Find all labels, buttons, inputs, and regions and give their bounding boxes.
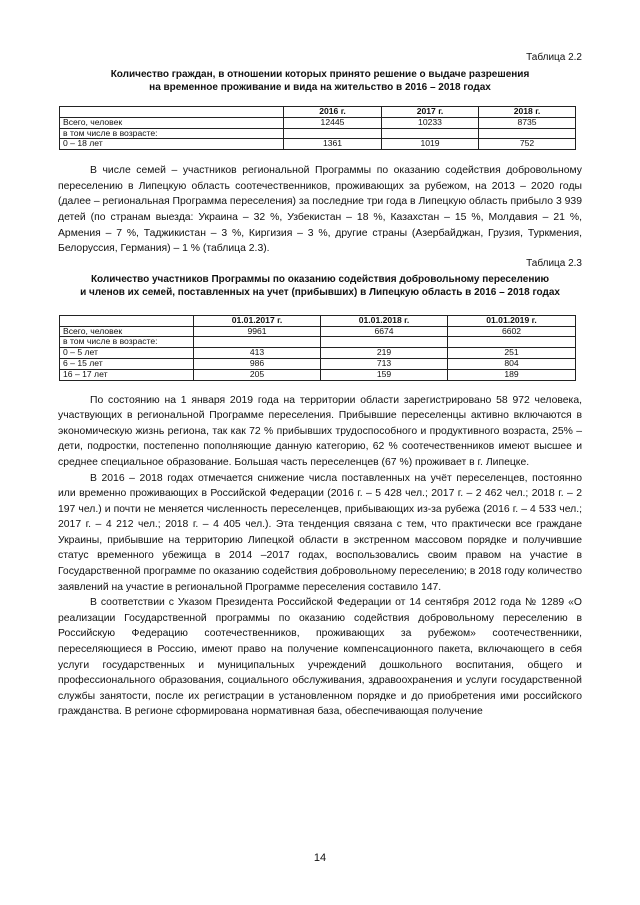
table-cell: в том числе в возрасте: [60,128,284,139]
table-cell [479,128,576,139]
table-header-cell: 2017 г. [382,107,479,118]
table-cell [194,337,321,348]
table-header-row [60,315,576,326]
paragraph-2: По состоянию на 1 января 2019 года на территории области зарегистрировано 58 972 человека, участвующих в региональной Программе переселения. Прибывшие переселенцы активно включаются в экономическую жизнь региона, так как 72 % прибывших трудоспособного и продуктивного возраста, 25% – дети, подростки, постепенно пополняющие данную категорию, 62 % соотечественников имеют высшее и среднее специальное образование. Большая часть переселенцев (67 %) проживает в г. Липецке. [58,394,582,468]
table-header-cell: 2016 г. [284,107,382,118]
paragraph-3: В 2016 – 2018 годах отмечается снижение числа поставленных на учёт переселенцев, постоянно или временно проживающих в Российской Федерации (2016 г. – 5 428 чел.; 2017 г. – 2 462 чел.; 2018 г. – 2 197 чел.) и почти не меняется численность переселенцев, прибывающих из-за рубежа (2016 г. – 4 533 чел.; 2017 г. – 4 212 чел.; 2018 г. – 4 405 чел.). Эта тенденция связана с тем, что практически все граждане Украины, прибывшие на территорию Липецкой области в экстренном массовом порядке и получившие статус временного убежища в 2014 –2017 годах, воспользовались своим правом на участие в Государственной программе по оказанию содействия добровольному переселению; в 2018 году количество заявлений на участие в региональной Программе переселения составило 147. [58,472,582,593]
table-cell [321,337,448,348]
table-cell: 6602 [448,326,576,337]
table-row [60,139,576,150]
table-cell: 10233 [382,117,479,128]
table-cell: 9961 [194,326,321,337]
table-header-row [60,107,576,118]
document-page [58,52,582,720]
table-cell: 205 [194,369,321,380]
table-cell: 251 [448,348,576,359]
table-2-3-title-line2: и членов их семей, поставленных на учет (прибывших) в Липецкую область в 2016 – 2018 годах [80,286,560,298]
table-2-3-label: Таблица 2.3 [526,257,582,269]
table-row [60,348,576,359]
table-2-2-title-line1: Количество граждан, в отношении которых принято решение о выдаче разрешения [110,69,530,80]
table-cell: 8735 [479,117,576,128]
table-row [60,337,576,348]
table-header-cell [60,107,284,118]
table-header-cell: 01.01.2019 г. [448,315,576,326]
table-cell: 12445 [284,117,382,128]
table-cell: 713 [321,358,448,369]
table-cell: 804 [448,358,576,369]
table-cell: 6 – 15 лет [60,358,194,369]
table-cell [448,337,576,348]
table-row [60,128,576,139]
table-row [60,117,576,128]
table-cell: в том числе в возрасте: [60,337,194,348]
table-cell: 189 [448,369,576,380]
table-header-cell: 2018 г. [479,107,576,118]
table-cell: 16 – 17 лет [60,369,194,380]
table-cell: 6674 [321,326,448,337]
table-cell: 0 – 18 лет [60,139,284,150]
table-cell: Всего, человек [60,326,194,337]
paragraph-4: В соответствии с Указом Президента Российской Федерации от 14 сентября 2012 года № 1289 «О реализации Государственной программы по оказанию содействия добровольному переселению в Российскую Федерацию соотечественников, проживающих за рубежом» соотечественники, переселяющиеся в Россию, имеют право на получение компенсационного пакета, включающего в себя услуги государственных и муниципальных учреждений дошкольного воспитания, общего и профессионального образования, социального обслуживания, здравоохранения и услуги государственной службы занятости, после их регистрации в установленном порядке и до приобретения ими российского гражданства. В регионе сформирована нормативная база, обеспечивающая получение [58,597,582,718]
table-cell: 0 – 5 лет [60,348,194,359]
table-2-2-label: Таблица 2.2 [526,52,582,63]
table-row [60,326,576,337]
table-row [60,358,576,369]
table-2-3-title-line1: Количество участников Программы по оказанию содействия добровольному переселению [90,273,550,285]
table-cell: 986 [194,358,321,369]
table-2-3 [59,315,576,381]
table-cell: 1361 [284,139,382,150]
table-cell [382,128,479,139]
table-cell: 219 [321,348,448,359]
table-cell: Всего, человек [60,117,284,128]
paragraph-1: В числе семей – участников региональной Программы по оказанию содействия добровольному переселению в Липецкую область соотечественников, проживающих за рубежом, на 2013 – 2020 годы (далее – региональная Программа переселения) за последние три года в Липецкую область прибыло 3 939 детей (по странам выезда: Украина – 32 %, Узбекистан – 18 %, Казахстан – 15 %, Молдавия – 21 %, Армения – 7 %, Таджикистан – 3 %, Киргизия – 3 %, другие страны (Азербайджан, Грузия, Туркмения, Белоруссия, Германия) – 1 % (таблица 2.3). [58,165,582,255]
table-cell [284,128,382,139]
table-cell: 159 [321,369,448,380]
table-header-cell: 01.01.2018 г. [321,315,448,326]
table-2-2 [59,106,576,150]
table-header-cell [60,315,194,326]
table-cell: 413 [194,348,321,359]
table-row [60,369,576,380]
table-header-cell: 01.01.2017 г. [194,315,321,326]
table-cell: 752 [479,139,576,150]
table-2-2-title-line2: на временное проживание и вида на жительство в 2016 – 2018 годах [149,82,491,93]
table-cell: 1019 [382,139,479,150]
page-number: 14 [313,852,327,864]
